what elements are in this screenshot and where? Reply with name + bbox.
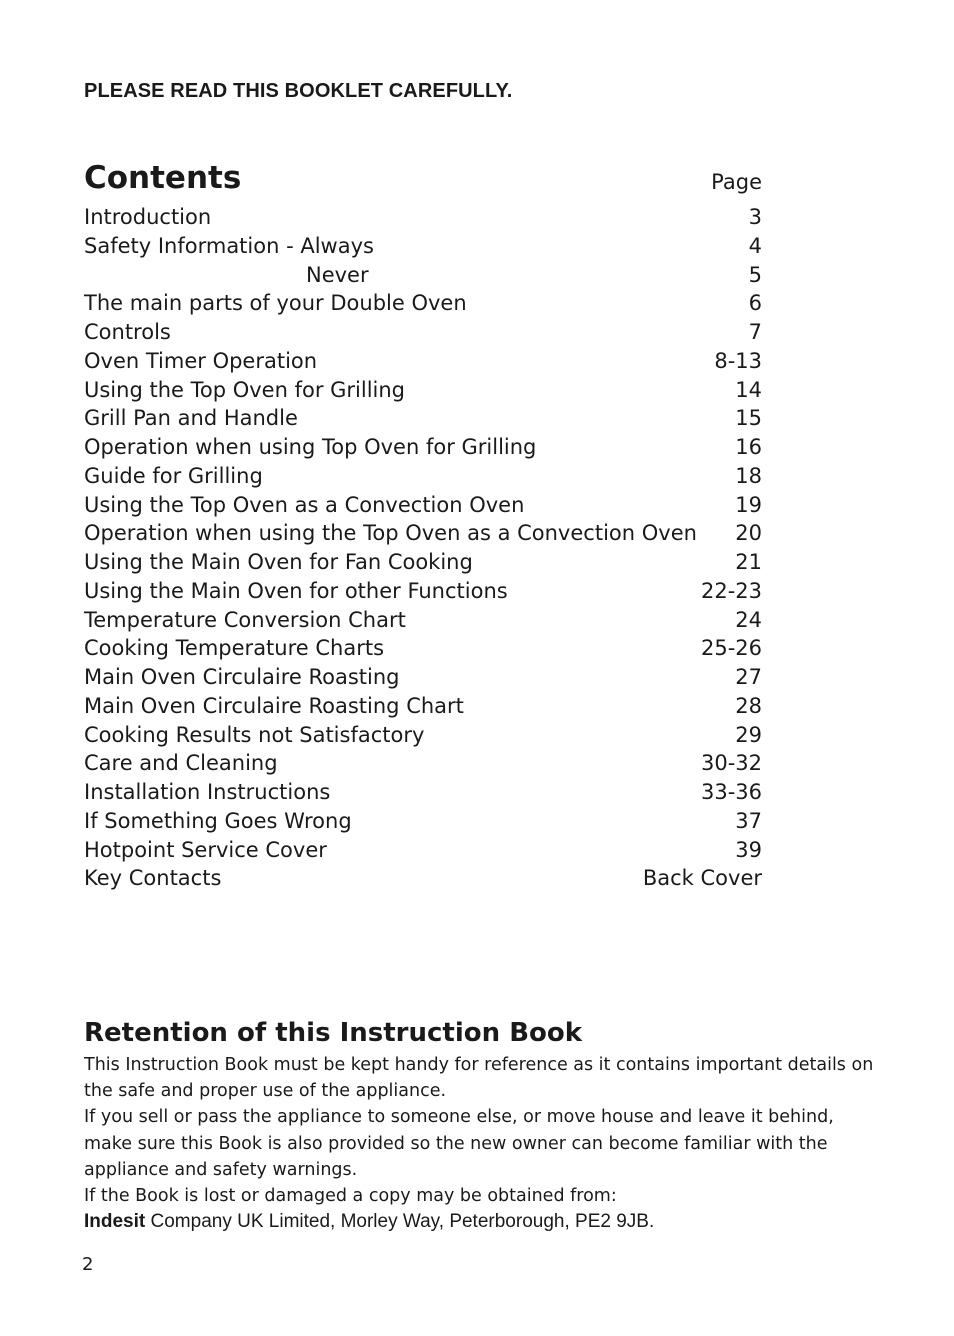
toc-entry-page: 27 (735, 665, 762, 689)
retention-section (84, 1052, 884, 1235)
toc-entry-label: Hotpoint Service Cover (84, 837, 327, 862)
read-carefully-notice: PLEASE READ THIS BOOKLET CAREFULLY. (84, 80, 513, 102)
toc-entry (84, 203, 762, 232)
toc-entry-label: Using the Top Oven for Grilling (84, 377, 406, 402)
toc-entry-label: Care and Cleaning (84, 751, 278, 776)
toc-entry-page: 18 (735, 463, 762, 488)
toc-entry (84, 289, 762, 318)
toc-entry-page: 7 (748, 320, 762, 344)
retention-heading: Retention of this Instruction Book (84, 1018, 583, 1048)
toc-entry-label: Never (306, 262, 369, 287)
toc-entry (84, 491, 762, 520)
toc-entry-page: 19 (735, 492, 762, 517)
toc-entry (84, 519, 762, 548)
toc-entry-label: Using the Main Oven for Fan Cooking (84, 550, 473, 574)
company-name: Indesit (84, 1211, 146, 1233)
toc-entry-label: The main parts of your Double Oven (84, 291, 467, 316)
toc-entry-page: 8-13 (714, 348, 762, 373)
toc-entry-page: 20 (735, 521, 762, 546)
toc-entry (84, 462, 762, 491)
toc-entry-page: 28 (735, 693, 762, 718)
toc-entry (84, 261, 762, 290)
page-number: 2 (82, 1254, 94, 1275)
toc-entry-page: 14 (735, 377, 762, 402)
toc-entry (84, 347, 762, 376)
retention-paragraph: If the Book is lost or damaged a copy may be obtained from: (84, 1186, 617, 1207)
toc-entry-label: If Something Goes Wrong (84, 808, 352, 833)
toc-entry (84, 807, 762, 836)
retention-paragraph: If you sell or pass the appliance to someone else, or move house and leave it behind, make sure this Book is also provided so the new owner can become familiar with the appliance and safety warnings. (84, 1107, 834, 1180)
toc-entry (84, 232, 762, 261)
company-address-text: Company UK Limited, Morley Way, Peterborough, PE2 9JB. (145, 1211, 655, 1233)
toc-entry (84, 663, 762, 692)
toc-entry-page: 39 (735, 837, 762, 862)
toc-entry-label: Operation when using the Top Oven as a Convection Oven (84, 521, 697, 546)
toc-entry-page: 3 (748, 205, 762, 229)
toc-entry-label: Grill Pan and Handle (84, 406, 298, 431)
toc-entry (84, 749, 762, 778)
toc-entry-label: Main Oven Circulaire Roasting Chart (84, 693, 464, 718)
toc-entry-page: 29 (735, 722, 762, 747)
toc-entry (84, 778, 762, 807)
toc-entry-page: 25-26 (700, 636, 762, 661)
toc-entry-label: Cooking Results not Satisfactory (84, 722, 425, 747)
toc-entry-page: 37 (735, 808, 762, 833)
toc-entry (84, 376, 762, 405)
toc-entry-page: 5 (748, 262, 762, 287)
toc-entry-label: Installation Instructions (84, 780, 331, 804)
toc-entry-label: Operation when using Top Oven for Grilling (84, 435, 537, 459)
toc-entry-page: 16 (735, 435, 762, 459)
toc-entry-page: 15 (735, 406, 762, 431)
toc-entry-page: 22-23 (700, 578, 762, 603)
toc-entry-page: 21 (735, 550, 762, 574)
toc-entry (84, 692, 762, 721)
toc-entry-label: Guide for Grilling (84, 463, 263, 488)
toc-entry-label: Controls (84, 320, 171, 344)
toc-entry-page: 33-36 (700, 780, 762, 804)
toc-entry-page: 4 (748, 233, 762, 258)
toc-entry (84, 721, 762, 750)
toc-entry (84, 864, 762, 893)
retention-paragraph: This Instruction Book must be kept handy for reference as it contains important details on the safe and proper use of the appliance. (84, 1055, 874, 1102)
table-of-contents (84, 203, 762, 893)
toc-entry-label: Temperature Conversion Chart (84, 607, 406, 632)
toc-entry (84, 577, 762, 606)
toc-entry-label: Using the Top Oven as a Convection Oven (84, 492, 525, 517)
toc-entry (84, 634, 762, 663)
toc-entry (84, 404, 762, 433)
page-column-header: Page (711, 170, 762, 194)
toc-entry-label: Introduction (84, 205, 212, 229)
toc-entry-label: Main Oven Circulaire Roasting (84, 665, 400, 689)
toc-entry-label: Using the Main Oven for other Functions (84, 578, 508, 603)
toc-entry-page: 6 (748, 291, 762, 316)
toc-entry (84, 433, 762, 462)
company-address (84, 1209, 884, 1235)
toc-entry-label: Cooking Temperature Charts (84, 636, 385, 661)
toc-entry-label: Key Contacts (84, 866, 222, 891)
toc-entry (84, 548, 762, 577)
toc-entry-page: 30-32 (700, 751, 762, 776)
contents-title: Contents (84, 160, 242, 196)
toc-entry (84, 836, 762, 865)
toc-entry-label: Safety Information - Always (84, 233, 374, 258)
toc-entry-page: 24 (735, 607, 762, 632)
toc-entry (84, 318, 762, 347)
toc-entry-page: Back Cover (642, 866, 762, 891)
toc-entry (84, 606, 762, 635)
toc-entry-label: Oven Timer Operation (84, 348, 318, 373)
